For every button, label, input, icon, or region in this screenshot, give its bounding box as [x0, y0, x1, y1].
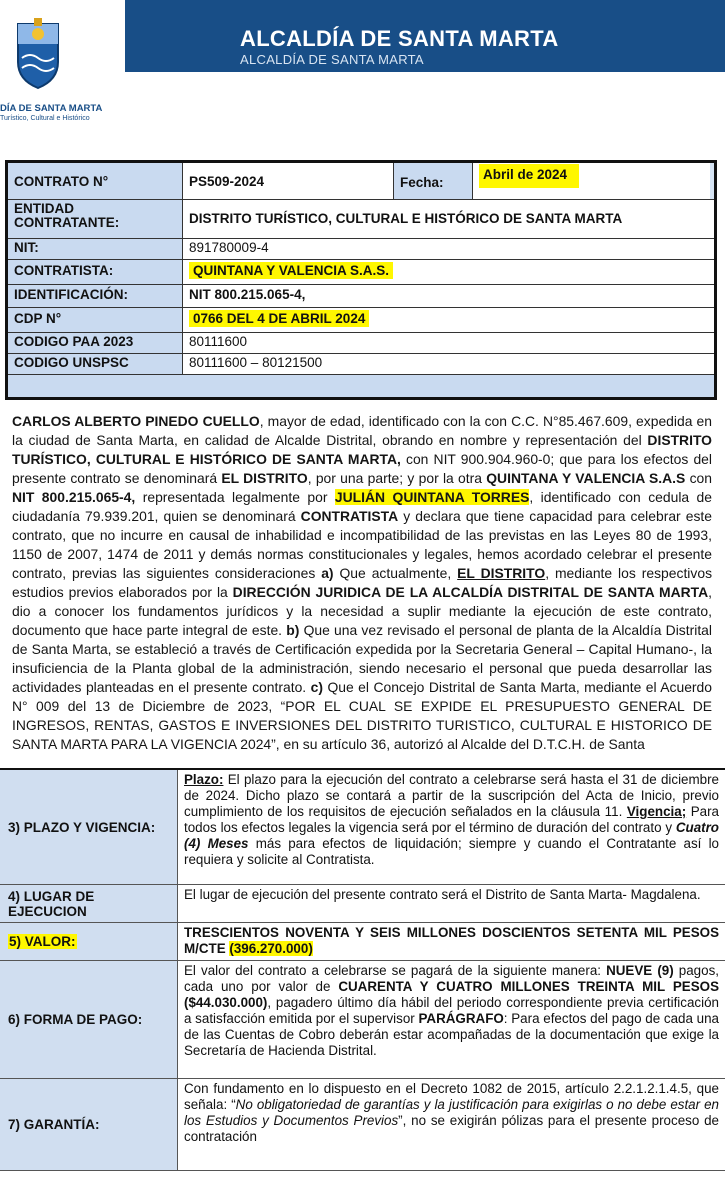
- logo-text-line1: DÍA DE SANTA MARTA: [0, 103, 103, 114]
- page-bottom-margin: [0, 1173, 725, 1200]
- text-run-bold: NUEVE (9): [606, 963, 674, 978]
- paa-label: CODIGO PAA 2023: [8, 333, 183, 353]
- garantia-value: [178, 1079, 725, 1170]
- pago-value: [178, 961, 725, 1078]
- text-run-bold: c): [310, 679, 323, 695]
- contract-summary-table: [5, 160, 717, 400]
- text-run: más para efectos de liquidación; siempre y cuando el Contratante así lo requiera y solicite al Contratista.: [184, 836, 719, 867]
- contratista-label: CONTRATISTA:: [8, 260, 183, 284]
- table-row: [0, 885, 725, 923]
- text-run: con: [685, 470, 712, 486]
- header-subtitle: ALCALDÍA DE SANTA MARTA: [240, 52, 424, 67]
- unspsc-label: CODIGO UNSPSC: [8, 354, 183, 374]
- table-row: [8, 200, 714, 239]
- text-run-bold: EL DISTRITO: [221, 470, 308, 486]
- text-run-bold: a): [321, 565, 334, 581]
- table-row: [0, 770, 725, 885]
- text-run: , mayor de edad, identificado con la con C.C. N°85.467.609, expedida en la ciudad de Santa Marta, en calidad de Alcalde Distrital, obrando en nombre y representación del: [12, 413, 713, 448]
- text-run-bold: Plazo:: [184, 772, 224, 787]
- table-row: [0, 961, 725, 1079]
- contrato-label: CONTRATO N°: [8, 163, 183, 199]
- logo: [0, 0, 125, 130]
- valor-value: [178, 923, 725, 960]
- plazo-label: 3) PLAZO Y VIGENCIA:: [0, 770, 178, 884]
- lugar-label: 4) LUGAR DE EJECUCION: [0, 885, 178, 922]
- pago-label: 6) FORMA DE PAGO:: [0, 961, 178, 1078]
- nit-label: NIT:: [8, 239, 183, 259]
- table-row: [8, 260, 714, 285]
- clauses-table: [0, 768, 725, 1173]
- table-row: [0, 1079, 725, 1171]
- valor-amount: (396.270.000): [229, 941, 313, 956]
- fecha-label: Fecha:: [393, 163, 473, 199]
- text-run-bold: Vigencia;: [626, 804, 687, 819]
- text-run: , dio a conocer los fundamentos jurídicos y la necesidad a suplir mediante la ejecución de este contrato, documento que hace parte integral de este.: [12, 584, 712, 638]
- text-run: Que actualmente,: [333, 565, 458, 581]
- contratista-value: QUINTANA Y VALENCIA S.A.S.: [189, 262, 393, 279]
- text-run: Para todos los efectos legales la vigencia será por el término de duración del contrato y: [184, 804, 719, 835]
- text-run-bold: Cuatro (4) Meses: [184, 820, 719, 851]
- identificacion-value: NIT 800.215.065-4,: [183, 285, 714, 307]
- text-run: pagos, cada uno por valor de: [184, 963, 719, 994]
- fecha-cell: [473, 163, 710, 199]
- text-run: Con fundamento en lo dispuesto en el Decreto 1082 de 2015, artículo 2.2.1.2.1.4.5, que señala: “: [184, 1081, 719, 1112]
- text-run: , pagadero último día hábil del periodo correspondiente previa certificación a satisfacción emitida por el supervisor: [184, 995, 719, 1026]
- alcalde-name: CARLOS ALBERTO PINEDO CUELLO: [12, 413, 260, 429]
- cdp-cell: [183, 308, 714, 332]
- entidad-value: DISTRITO TURÍSTICO, CULTURAL E HISTÓRICO DE SANTA MARTA: [183, 200, 714, 238]
- paa-value: 80111600: [183, 333, 714, 353]
- letterhead: [0, 0, 725, 130]
- identificacion-label: IDENTIFICACIÓN:: [8, 285, 183, 307]
- table-row: [0, 923, 725, 961]
- lugar-value: El lugar de ejecución del presente contrato será el Distrito de Santa Marta- Magdalena.: [178, 885, 725, 922]
- table-row: [8, 239, 714, 260]
- text-run: con NIT 900.904.960-0; que para los efectos del presente contrato se denominará: [12, 451, 712, 486]
- text-run-bold: PARÁGRAFO: [418, 1011, 504, 1026]
- text-run-bold: b): [286, 622, 300, 638]
- logo-text-line2: Turístico, Cultural e Histórico: [0, 115, 90, 122]
- header-title: ALCALDÍA DE SANTA MARTA: [240, 26, 559, 51]
- unspsc-value: 80111600 – 80121500: [183, 354, 714, 374]
- garantia-label: 7) GARANTÍA:: [0, 1079, 178, 1170]
- contratista-cell: [183, 260, 714, 284]
- table-row-empty: [8, 375, 714, 397]
- nit-value: 891780009-4: [183, 239, 714, 259]
- text-run-bold: DISTRITO TURÍSTICO, CULTURAL E HISTÓRICO DE SANTA MARTA,: [12, 432, 712, 467]
- fecha-value: Abril de 2024: [479, 164, 579, 188]
- text-run: , identificado con cedula de ciudadanía 79.939.201, quien se denominará: [12, 489, 713, 524]
- text-run: : Para efectos del pago de cada una de las Cuentas de Cobro deberán estar acompañadas de la documentación que exige la Secretaría de Hacienda Distrital.: [184, 1011, 719, 1058]
- text-run: representada legalmente por: [135, 489, 335, 505]
- table-row: [8, 354, 714, 375]
- text-run: y declara que tiene capacidad para celebrar este contrato, que no incurre en causal de inhabilidad e incompatibilidad de las previstas en las Leyes 80 de 1993, 1150 de 2007, 1474 de 2011 y demás normas constitucionales y legales, hemos acordado celebrar el presente contrato, previas las siguientes consideraciones: [12, 508, 712, 581]
- text-run-bold: NIT 800.215.065-4,: [12, 489, 136, 505]
- table-row: [8, 308, 714, 333]
- text-run-bold: DIRECCIÓN JURIDICA DE LA ALCALDÍA DISTRITAL DE SANTA MARTA: [232, 584, 709, 600]
- text-run: Que el Concejo Distrital de Santa Marta, mediante el Acuerdo N° 009 del 13 de Diciembre de 2023, “POR EL CUAL SE EXPIDE EL PRESUPUESTO GENERAL DE INGRESOS, RENTAS, GASTOS E INVERSIONES DEL DISTRITO TURISTICO, CULTURAL E HISTORICO DE SANTA MARTA PARA LA VIGENCIA 2024”, en su artículo 36, autorizó al Alcalde del D.T.C.H. de Santa: [12, 679, 712, 752]
- text-run-bold: TRESCIENTOS NOVENTA Y SEIS MILLONES DOSCIENTOS SETENTA MIL PESOS M/CTE: [184, 925, 719, 956]
- valor-label-cell: [0, 923, 178, 960]
- text-run: ”, no se exigirán pólizas para el presente proceso de contratación: [184, 1113, 719, 1144]
- representative-name: JULIÁN QUINTANA TORRES: [334, 489, 530, 505]
- contract-preamble: [12, 412, 712, 754]
- text-run: , por una parte; y por la otra: [307, 470, 487, 486]
- coat-of-arms-icon: [14, 18, 62, 90]
- cdp-label: CDP N°: [8, 308, 183, 332]
- text-run: El plazo para la ejecución del contrato a celebrarse será hasta el 31 de diciembre de 2024. Dicho plazo se contará a partir de la suscripción del Acta de Inicio, previo cumplimiento de los requisitos de ejecución señalados en la cláusula 11.: [184, 772, 719, 819]
- plazo-value: [178, 770, 725, 884]
- valor-label: 5) VALOR:: [9, 934, 76, 949]
- contrato-value: PS509-2024: [183, 163, 393, 199]
- cdp-value: 0766 DEL 4 DE ABRIL 2024: [189, 310, 369, 327]
- text-run: El valor del contrato a celebrarse se pagará de la siguiente manera:: [184, 963, 607, 978]
- text-run-bold: CONTRATISTA: [300, 508, 399, 524]
- text-run-bold: CUARENTA Y CUATRO MILLONES TREINTA MIL PESOS ($44.030.000): [184, 979, 719, 1010]
- table-row: [8, 333, 714, 354]
- text-run-bold: EL DISTRITO: [457, 565, 546, 581]
- text-run-italic: No obligatoriedad de garantías y la justificación para exigirlas o no debe estar en los Estudios y Documentos Previos: [184, 1097, 720, 1128]
- text-run: , mediante los respectivos estudios previos elaborados por la: [12, 565, 713, 600]
- text-run-bold: QUINTANA Y VALENCIA S.A.S: [486, 470, 686, 486]
- table-row: [8, 163, 714, 200]
- entidad-label: ENTIDAD CONTRATANTE:: [8, 200, 183, 238]
- text-run: Que una vez revisado el personal de planta de la Alcaldía Distrital de Santa Marta, se estableció a través de Certificación expedida por la Secretaria General – Capital Humano-, la insuficiencia de la Planta global de la administración, siendo necesario el personal que pueda desarrollar las actividades planteadas en el presente contrato.: [12, 622, 712, 695]
- table-row: [8, 285, 714, 308]
